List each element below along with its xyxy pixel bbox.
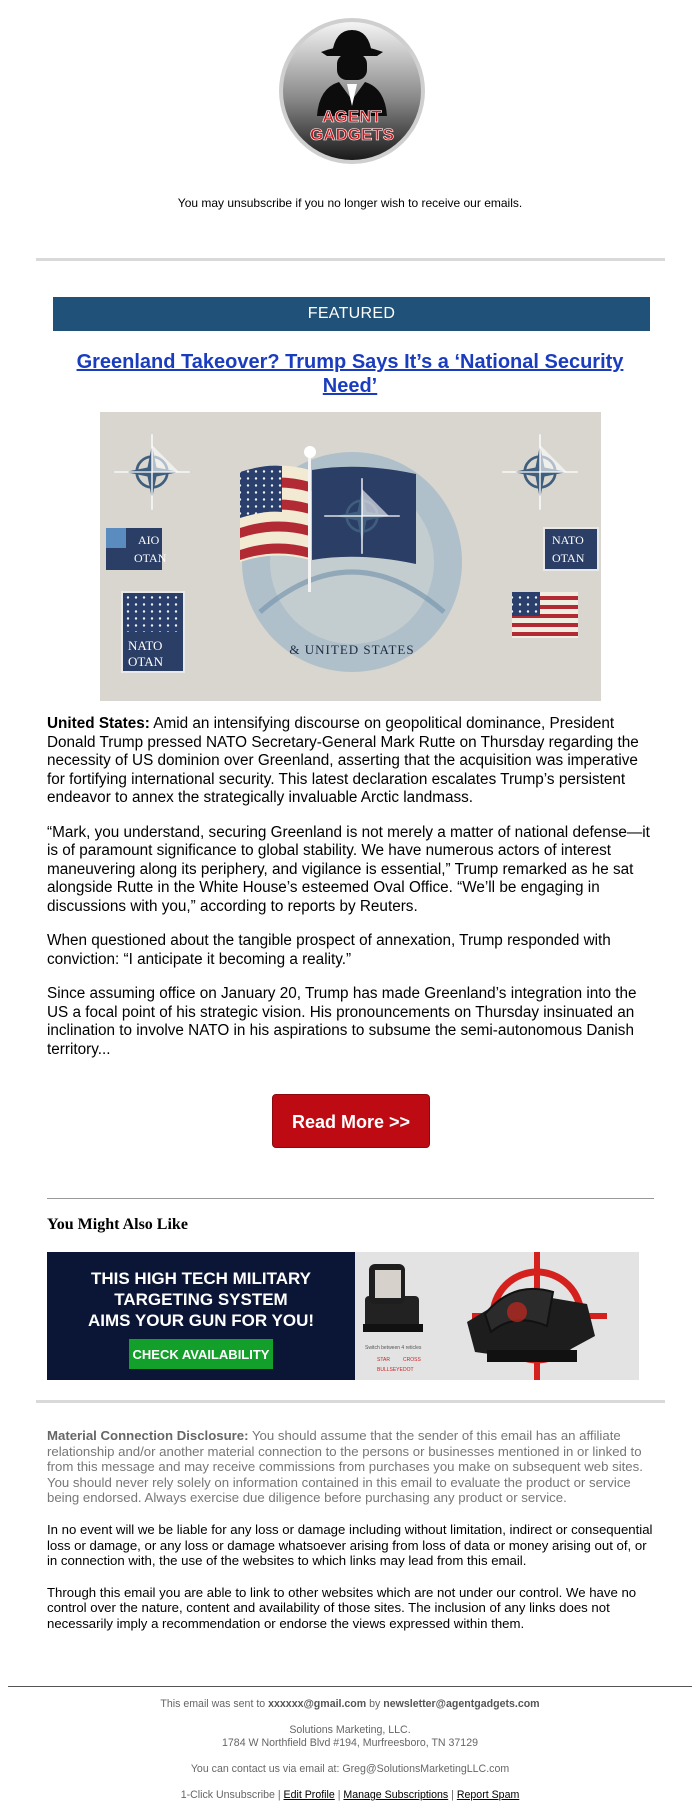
ad-reticle-bullseye: BULLSEYE: [377, 1367, 403, 1373]
logo-text-agent: AGENT: [322, 107, 382, 126]
one-click-unsubscribe-link[interactable]: 1-Click Unsubscribe: [180, 1789, 275, 1801]
agent-gadgets-logo[interactable]: [277, 16, 427, 166]
ad-reticle-star: STAR: [377, 1357, 390, 1363]
unsubscribe-notice: You may unsubscribe if you no longer wish to receive our emails.: [177, 196, 523, 210]
external-links-paragraph: Through this email you are able to link to other websites which are not under our control. We have no control over the nature, content and availability of those sites. The inclusion of any links does not necessarily imply a recommendation or endorse the views expressed within them.: [47, 1584, 637, 1631]
recipient-email: xxxxxx@gmail.com: [268, 1698, 367, 1710]
ad-headline-2: TARGETING SYSTEM: [114, 1290, 288, 1309]
edit-profile-link[interactable]: Edit Profile: [283, 1789, 335, 1801]
disclosure-paragraph: Material Connection Disclosure: You should assume that the sender of this email has an affiliate relationship and/or another material connection to the persons or businesses mentioned in or linked to from this message and may receive commissions from purchases you make on subsequent web sites. You should never rely solely on information contained in this email to evaluate the product or service being endorsed. Always exercise due diligence before purchasing any product or service.: [47, 1428, 643, 1506]
disclosure-lead: Material Connection Disclosure:: [47, 1428, 249, 1443]
ad-reticle-dot: DOT: [403, 1367, 414, 1373]
article-lead: United States:: [47, 715, 150, 732]
featured-banner: FEATURED: [53, 297, 650, 331]
sent-to-line: This email was sent to xxxxxx@gmail.com by newsletter@agentgadgets.com: [160, 1698, 540, 1710]
read-more-button[interactable]: Read More >>: [272, 1094, 430, 1148]
article-paragraph: When questioned about the tangible prospect of annexation, Trump responded with conviction: “I anticipate it becoming a reality.”: [47, 932, 611, 968]
divider: [47, 1198, 654, 1199]
logo-text-gadgets: GADGETS: [309, 125, 395, 144]
divider: [8, 1686, 692, 1687]
divider: [36, 1400, 665, 1403]
ad-small-title: Switch between 4 reticles: [365, 1345, 422, 1351]
hero-label: AIO: [138, 533, 160, 547]
ad-reticle-cross: CROSS: [403, 1357, 421, 1363]
hero-label: OTAN: [552, 551, 585, 565]
contact-line: You can contact us via email at: Greg@SolutionsMarketingLLC.com: [190, 1763, 510, 1775]
company-name: Solutions Marketing, LLC.: [289, 1724, 411, 1736]
ad-cta-label: CHECK AVAILABILITY: [132, 1347, 270, 1362]
ad-banner[interactable]: [47, 1252, 639, 1380]
article-headline-link[interactable]: Greenland Takeover? Trump Says It’s a ‘National Security Need’: [76, 351, 624, 397]
article-body: [47, 715, 652, 1075]
small-us-flag: [512, 592, 578, 638]
article-paragraph: “Mark, you understand, securing Greenland is not merely a matter of national defense—it is of paramount significance to global stability. We have numerous actors of interest maneuvering along its periphery, and vigilance is essential,” Trump remarked as he sat alongside Rutte in the White House’s esteemed Oval Office. “We’ll be engaging in discussions with you,” according to reports by Reuters.: [47, 823, 650, 915]
manage-subscriptions-link[interactable]: Manage Subscriptions: [343, 1789, 449, 1801]
liability-paragraph: In no event will we be liable for any loss or damage including without limitation, indirect or consequential loss or damage, or any loss or damage whatsoever arising from loss of data or money arising out of, or in connection with, the use of the websites to which links may lead from this email.: [47, 1521, 653, 1569]
sender-email: newsletter@agentgadgets.com: [383, 1698, 540, 1710]
hero-caption: & UNITED STATES: [289, 642, 415, 657]
hero-label: NATO: [552, 533, 584, 547]
article-paragraph: Since assuming office on January 20, Trump has made Greenland’s integration into the US a focal point of his strategic vision. His pronouncements on Thursday insinuated an inclination to involve NATO in his aspirations to subsume the semi-autonomous Danish territory...: [47, 985, 637, 1058]
hero-label: NATO: [128, 638, 163, 653]
nato-flag-graphic: [312, 467, 416, 564]
disclaimer: [47, 1428, 657, 1648]
divider: [36, 258, 665, 261]
ad-headline-3: AIMS YOUR GUN FOR YOU!: [87, 1311, 315, 1330]
ad-headline-1: THIS HIGH TECH MILITARY: [90, 1269, 312, 1288]
hero-label: OTAN: [128, 654, 164, 669]
footer: [0, 1698, 700, 1802]
related-heading: You Might Also Like: [47, 1216, 188, 1233]
article-paragraph: United States: Amid an intensifying discourse on geopolitical dominance, President Donald Trump pressed NATO Secretary-General Mark Rutte on Thursday regarding the necessity of US dominion over Greenland, asserting that the acquisition was imperative for fortifying international security. This latest declaration escalates Trump’s persistent endeavor to annex the strategically invaluable Arctic landmass.: [47, 715, 639, 806]
hero-image[interactable]: [100, 412, 601, 701]
company-address: 1784 W Northfield Blvd #194, Murfreesboro, TN 37129: [222, 1737, 478, 1749]
footer-links: 1-Click Unsubscribe | Edit Profile | Manage Subscriptions | Report Spam: [180, 1789, 520, 1801]
hero-label: OTAN: [134, 551, 167, 565]
us-flag-graphic: [240, 465, 310, 562]
report-spam-link[interactable]: Report Spam: [456, 1789, 520, 1801]
